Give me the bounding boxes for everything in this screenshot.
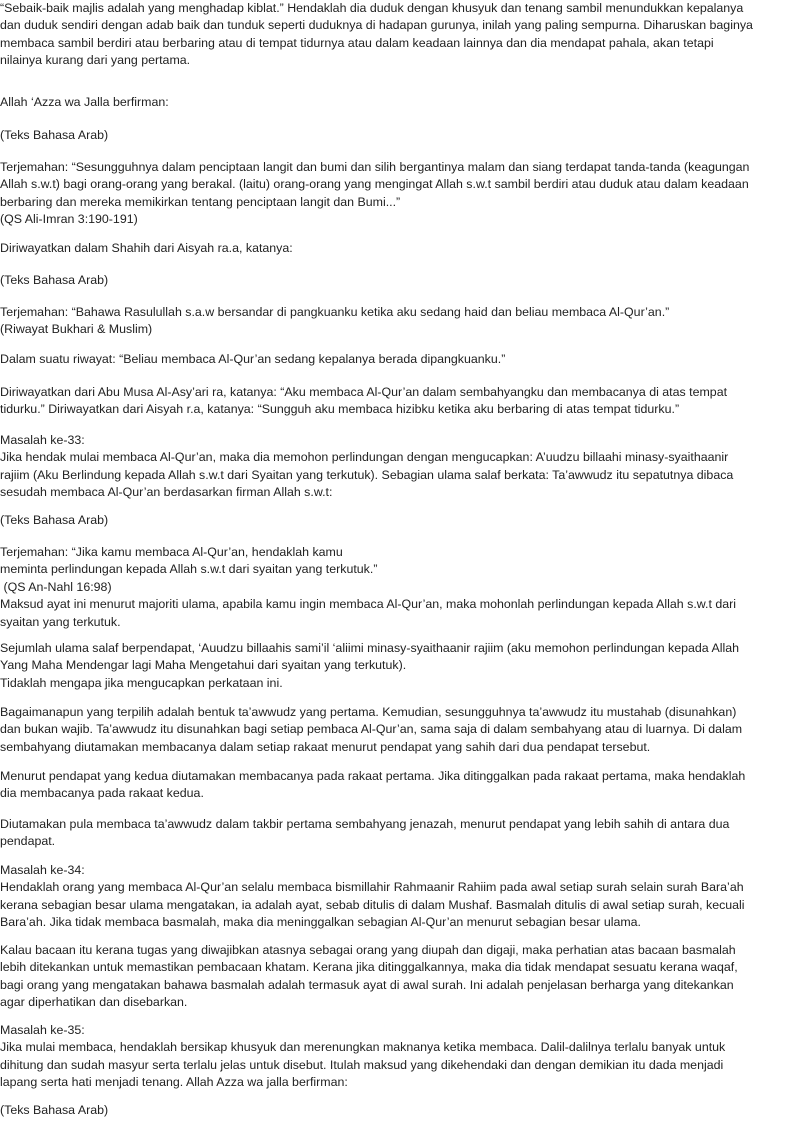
text-line: Tidaklah mengapa jika mengucapkan perkataan ini. [0,675,283,690]
text-line: meminta perlindungan kepada Allah s.w.t dari syaitan yang terkutuk.” [0,562,378,577]
text-line: (Teks Bahasa Arab) [0,1103,109,1117]
text-line: dan duduk sendiri dengan adab baik dan tunduk seperti duduknya di hadapan gurunya, inilah yang paling sempurna. Diharuskan baginya [0,18,753,33]
paragraph [0,1022,792,1092]
text-line: Yang Maha Mendengar lagi Maha Mengetahui dari syaitan yang terkutuk). [0,658,407,673]
paragraph [0,384,792,419]
paragraph [0,159,792,229]
arabic-text-placeholder [0,272,792,289]
citation: (QS Ali-Imran 3:190-191) [0,212,138,227]
text-line: Terjemahan: “Bahawa Rasulullah s.a.w bersandar di pangkuanku ketika aku sedang haid dan beliau membaca Al-Qur’an.” [0,305,670,319]
paragraph [0,704,792,756]
text-line: berbaring dan mereka memikirkan tentang penciptaan langit dan Bumi...” [0,194,401,209]
text-line: kerana sebagian besar ulama mengatakan, ia adalah ayat, sebab ditulis di dalam Mushaf. Basmalah ditulis di awal setiap surah, kecuali [0,897,745,912]
text-line: Diriwayatkan dari Abu Musa Al-Asy’ari ra, katanya: “Aku membaca Al-Qur’an dalam sembahyangku dan membacanya di atas tempat [0,385,728,399]
text-line: Diutamakan pula membaca ta’awwudz dalam takbir pertama sembahyang jenazah, menurut pendapat yang lebih sahih di antara dua [0,817,730,831]
paragraph [0,94,792,111]
section-heading: Masalah ke-33: [0,433,85,447]
text-line: dia membacanya pada rakaat kedua. [0,786,204,801]
paragraph [0,240,792,257]
citation: (Riwayat Bukhari & Muslim) [0,322,153,337]
paragraph [0,942,792,1012]
paragraph [0,432,792,502]
text-line: agar diperhatikan dan disebarkan. [0,995,188,1010]
paragraph [0,768,792,803]
section-heading: Masalah ke-35: [0,1023,85,1037]
text-line: “Sebaik-baik majlis adalah yang menghadap kiblat.” Hendaklah dia duduk dengan khusyuk dan tenang sambil menundukkan kepalanya [0,1,744,15]
text-line: Allah s.w.t) bagi orang-orang yang berakal. (laitu) orang-orang yang mengingat Allah s.w.t sambil berdiri atau duduk atau dalam keadaan [0,177,749,192]
section-heading: Masalah ke-34: [0,863,85,877]
paragraph [0,640,792,692]
text-line: Bagaimanapun yang terpilih adalah bentuk ta’awwudz yang pertama. Kemudian, sesungguhnya ta’awwudz itu mustahab (disunahkan) [0,705,737,719]
text-line: membaca sambil berdiri atau berbaring atau di tempat tidurnya atau dalam keadaan lainnya dan dia mendapat pahala, akan tetapi [0,35,714,50]
text-line: nilainya kurang dari yang pertama. [0,53,191,68]
text-line: Jika hendak mulai membaca Al-Qur’an, maka dia memohon perlindungan dengan mengucapkan: A’uudzu billaahi minasy-syaithaanir [0,450,729,465]
text-line: lapang serta hati menjadi tenang. Allah Azza wa jalla berfirman: [0,1075,348,1090]
paragraph [0,304,792,339]
text-line: Allah ‘Azza wa Jalla berfirman: [0,95,169,109]
text-line: lebih ditekankan untuk memastikan pembacaan khatam. Kerana jika ditinggalkannya, maka dia tidak mendapat sesuatu kerana waqaf, [0,960,738,975]
text-line: Kalau bacaan itu kerana tugas yang diwajibkan atasnya sebagai orang yang diupah dan digaji, maka perhatian atas bacaan basmalah [0,943,736,957]
paragraph [0,816,792,851]
text-line: Diriwayatkan dalam Shahih dari Aisyah ra.a, katanya: [0,241,293,255]
text-line: sembahyang diutamakan membacanya dalam setiap rakaat menurut pendapat yang sahih dari dua pendapat tersebut. [0,739,651,754]
arabic-text-placeholder [0,127,792,144]
text-line: dihitung dan sudah masyur serta terlalu jelas untuk disebut. Itulah maksud yang dikehendaki dan dengan demikian itu dada menjadi [0,1057,724,1072]
paragraph [0,862,792,932]
paragraph [0,0,792,70]
text-line: Terjemahan: “Sesungguhnya dalam penciptaan langit dan bumi dan silih bergantinya malam dan siang terdapat tanda-tanda (keagungan [0,160,750,174]
text-line: Maksud ayat ini menurut majoriti ulama, apabila kamu ingin membaca Al-Qur’an, maka mohonlah perlindungan kepada Allah s.w.t dari [0,597,737,612]
text-line: bagi orang yang mengatakan bahawa basmalah adalah termasuk ayat di awal surah. Ini adalah penjelasan berharga yang ditekankan [0,977,734,992]
arabic-text-placeholder [0,1102,792,1119]
text-line: dan bukan wajib. Ta’awwudz itu disunahkan bagi setiap pembaca Al-Qur’an, sama saja di dalam sembahyang atau di luarnya. Di dalam [0,722,743,737]
text-line: Jika mulai membaca, hendaklah bersikap khusyuk dan merenungkan maknanya ketika membaca. Dalil-dalilnya terlalu banyak untuk [0,1040,726,1055]
text-line: pendapat. [0,834,56,849]
citation: (QS An-Nahl 16:98) [0,579,112,594]
arabic-text-placeholder [0,512,792,529]
text-line: Hendaklah orang yang membaca Al-Qur’an selalu membaca bismillahir Rahmaanir Rahiim pada awal setiap surah selain surah Bara’ah [0,880,744,895]
text-line: Bara’ah. Jika tidak membaca basmalah, maka dia meninggalkan sebagian Al-Qur’an menurut sebagian besar ulama. [0,915,642,930]
text-line: Sejumlah ulama salaf berpendapat, ‘Auudzu billaahis sami’il ‘aliimi minasy-syaithaanir rajiim (aku memohon perlindungan kepada Allah [0,641,740,655]
text-line: sesudah membaca Al-Qur’an berdasarkan firman Allah s.w.t: [0,485,333,500]
text-line: Dalam suatu riwayat: “Beliau membaca Al-Qur’an sedang kepalanya berada dipangkuanku.” [0,352,506,366]
text-line: (Teks Bahasa Arab) [0,513,109,527]
text-line: Terjemahan: “Jika kamu membaca Al-Qur’an, hendaklah kamu [0,545,343,559]
text-line: tidurku.” Diriwayatkan dari Aisyah r.a, katanya: “Sungguh aku membaca hizibku ketika aku berbaring di atas tempat tidurku.” [0,402,680,417]
paragraph [0,351,792,368]
text-line: (Teks Bahasa Arab) [0,273,109,287]
text-line: syaitan yang terkutuk. [0,614,121,629]
text-line: rajiim (Aku Berlindung kepada Allah s.w.t dari Syaitan yang terkutuk). Sebagian ulama salaf berkata: Ta’awwudz itu sepatutnya dibaca [0,467,734,482]
text-line: Menurut pendapat yang kedua diutamakan membacanya pada rakaat pertama. Jika ditinggalkan pada rakaat pertama, maka hendaklah [0,769,746,783]
text-line: (Teks Bahasa Arab) [0,128,109,142]
paragraph [0,544,792,631]
